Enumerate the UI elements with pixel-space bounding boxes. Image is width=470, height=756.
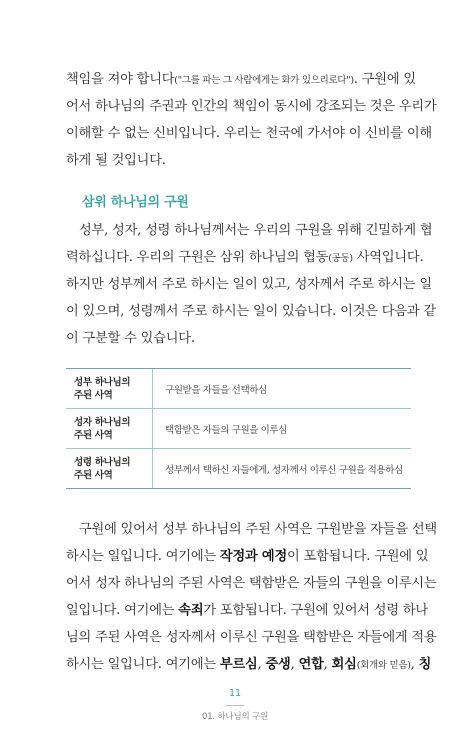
separator: , bbox=[257, 657, 266, 672]
text-line bbox=[66, 66, 414, 93]
text-run: 력하십니다. 우리의 구원은 삼위 하나님의 협동 bbox=[66, 250, 329, 265]
bold-term: 회심 bbox=[331, 657, 357, 672]
label-line: 주된 사역 bbox=[74, 469, 113, 481]
label-line: 성부 하나님의 bbox=[74, 376, 131, 388]
text-line: 님의 주된 사역은 성자께서 이루신 구원을 택함받은 자들에게 적용 bbox=[66, 630, 437, 645]
text-line: 이 구분할 수 있습니다. bbox=[66, 331, 195, 346]
row-label bbox=[66, 369, 153, 408]
page-number: 11 bbox=[228, 688, 242, 699]
separator: , bbox=[323, 657, 332, 672]
parenthetical-note: ("그를 파는 그 사람에게는 화가 있으리로다") bbox=[174, 75, 354, 86]
text-line: 이 있으며, 성령께서 주로 하시는 일이 있습니다. 이것은 다음과 같 bbox=[66, 304, 436, 319]
bold-term: 속죄 bbox=[178, 603, 204, 618]
bold-term: 작정과 예정 bbox=[219, 549, 287, 564]
text-line bbox=[66, 651, 432, 678]
text-run: 가 포함됩니다. 구원에 있어서 성령 하나 bbox=[203, 603, 428, 618]
text-run: 일입니다. 여기에는 bbox=[66, 603, 179, 618]
label-line: 성령 하나님의 bbox=[74, 456, 131, 468]
row-description: 택함받은 자들의 구원을 이루심 bbox=[165, 424, 287, 436]
footer-divider bbox=[226, 705, 244, 706]
trinity-work-table bbox=[66, 368, 411, 489]
table-row bbox=[66, 408, 411, 448]
label-line: 주된 사역 bbox=[74, 389, 113, 401]
text-line: 하지만 성부께서 주로 하시는 일이 있고, 성자께서 주로 하시는 일 bbox=[66, 277, 432, 292]
bold-term: 부르심 bbox=[219, 657, 258, 672]
text-line: 하게 될 것입니다. bbox=[66, 153, 166, 168]
text-run: 하시는 일입니다. 여기에는 bbox=[66, 549, 220, 564]
text-line bbox=[66, 543, 429, 570]
table-row bbox=[66, 369, 411, 408]
text-line: 구원에 있어서 성부 하나님의 주된 사역은 구원받을 자들을 선택 bbox=[79, 522, 437, 537]
text-run: . 구원에 있 bbox=[353, 72, 416, 87]
text-run: 이 포함됩니다. 구원에 있 bbox=[287, 549, 429, 564]
table-row bbox=[66, 448, 411, 488]
parenthetical-note: (회개와 믿음) bbox=[356, 660, 411, 671]
section-heading: 삼위 하나님의 구원 bbox=[82, 195, 189, 210]
text-run: 하시는 일입니다. 여기에는 bbox=[66, 657, 220, 672]
row-label bbox=[66, 449, 153, 488]
row-description: 구원받을 자들을 선택하심 bbox=[165, 384, 267, 396]
paragraph-3 bbox=[66, 516, 437, 678]
text-run: 사역입니다. bbox=[352, 250, 424, 265]
text-line: 어서 성자 하나님의 주된 사역은 택함받은 자들의 구원을 이루시는 bbox=[66, 576, 437, 591]
paragraph-1 bbox=[66, 66, 437, 174]
bold-term: 중생 bbox=[265, 657, 291, 672]
separator: , bbox=[290, 657, 299, 672]
bold-term: 연합 bbox=[298, 657, 324, 672]
text-line: 성부, 성자, 성령 하나님께서는 우리의 구원을 위해 긴밀하게 협 bbox=[79, 223, 433, 238]
text-line bbox=[66, 244, 424, 271]
separator: , bbox=[410, 657, 419, 672]
label-line: 성자 하나님의 bbox=[74, 416, 131, 428]
text-line: 이해할 수 없는 신비입니다. 우리는 천국에 가서야 이 신비를 이해 bbox=[66, 126, 432, 141]
text-line bbox=[66, 597, 428, 624]
paragraph-2 bbox=[66, 217, 436, 352]
text-line: 어서 하나님의 주권과 인간의 책임이 동시에 강조되는 것은 우리가 bbox=[66, 99, 437, 114]
bold-term: 칭 bbox=[418, 657, 432, 672]
row-label bbox=[66, 409, 153, 448]
label-line: 주된 사역 bbox=[74, 429, 113, 441]
text-run: 책임을 져야 합니다 bbox=[66, 72, 175, 87]
parenthetical-note: (공동) bbox=[328, 253, 353, 264]
row-description: 성부께서 택하신 자들에게, 성자께서 이루신 구원을 적용하심 bbox=[165, 464, 403, 476]
chapter-title: 01. 하나님의 구원 bbox=[202, 712, 268, 722]
